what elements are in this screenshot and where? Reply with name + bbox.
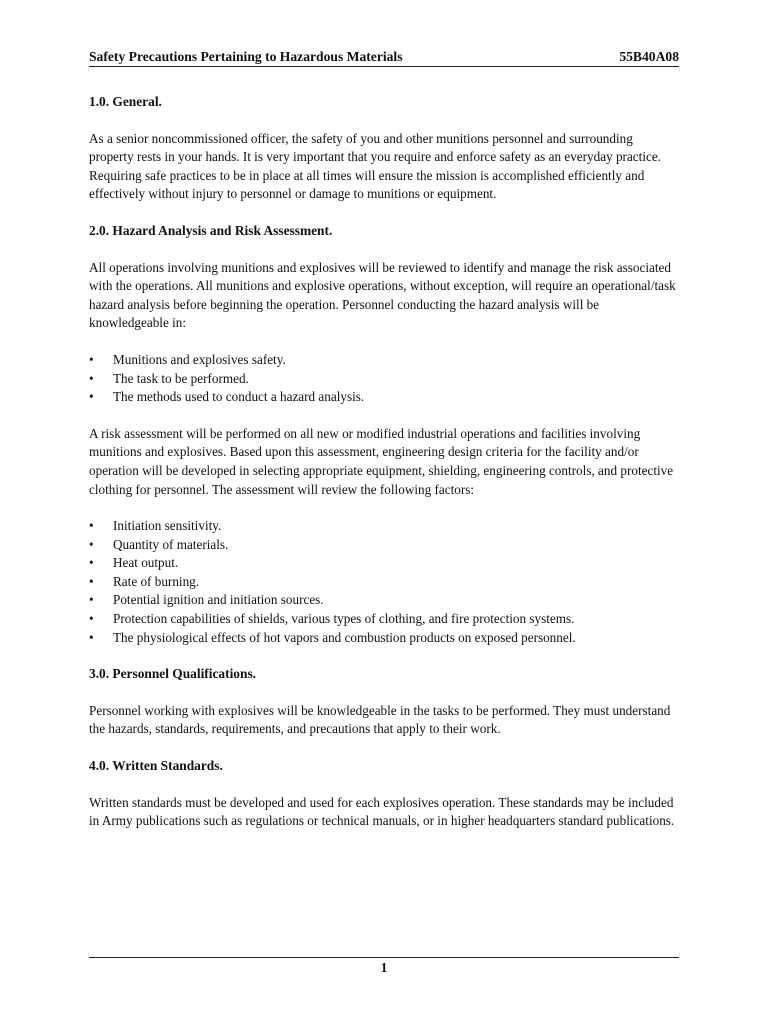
list-item (89, 573, 679, 592)
list-item (89, 388, 679, 407)
bullet-icon: • (89, 555, 94, 571)
section-heading: 1.0. General. (89, 94, 162, 109)
section-2 (89, 222, 679, 647)
page-header (89, 49, 679, 67)
bullet-list (89, 351, 679, 407)
list-item-text: Rate of burning. (113, 573, 200, 589)
paragraph: A risk assessment will be performed on all new or modified industrial operations and facilities involving munitions and explosives. Based upon this assessment, engineering design criteria for the facility and/or operation will be developed in selecting appropriate equipment, shielding, engineering controls, and protective clothing for personnel. The assessment will review the following factors: (89, 425, 674, 497)
section-1 (89, 93, 679, 204)
bullet-icon: • (89, 573, 94, 589)
section-3 (89, 665, 679, 739)
list-item-text: Protection capabilities of shields, various types of clothing, and fire protection systems. (113, 611, 575, 627)
paragraph: All operations involving munitions and explosives will be reviewed to identify and manage the risk associated with the operations. All munitions and explosive operations, without exception, will require an operational/task hazard analysis before beginning the operation. Personnel conducting the hazard analysis will be knowledgeable in: (89, 259, 676, 331)
document-code: 55B40A08 (619, 49, 679, 64)
list-item (89, 517, 679, 536)
list-item-text: Potential ignition and initiation sources. (113, 592, 324, 608)
list-item (89, 370, 679, 389)
list-item (89, 629, 679, 648)
paragraph: As a senior noncommissioned officer, the safety of you and other munitions personnel and surrounding property rests in your hands. It is very important that you require and enforce safety as an everyday practice. Requiring safe practices to be in place at all times will ensure the mission is accomplished efficiently and effectively without injury to personnel or damage to munitions or equipment. (89, 130, 661, 202)
list-item (89, 554, 679, 573)
bullet-icon: • (89, 370, 94, 386)
list-item (89, 351, 679, 370)
list-item-text: The physiological effects of hot vapors and combustion products on exposed personnel. (113, 629, 576, 645)
bullet-icon: • (89, 351, 94, 367)
bullet-icon: • (89, 389, 94, 405)
list-item-text: The task to be performed. (113, 370, 249, 386)
bullet-icon: • (89, 536, 94, 552)
bullet-icon: • (89, 518, 94, 534)
page-number: 1 (380, 960, 388, 975)
section-heading: 4.0. Written Standards. (89, 758, 223, 774)
section-4 (89, 757, 679, 831)
list-item-text: The methods used to conduct a hazard analysis. (113, 389, 365, 405)
list-item-text: Initiation sensitivity. (113, 518, 222, 534)
list-item-text: Quantity of materials. (113, 536, 229, 552)
bullet-list (89, 517, 679, 647)
document-body (89, 93, 679, 849)
bullet-icon: • (89, 592, 94, 608)
list-item-text: Heat output. (113, 555, 179, 571)
paragraph: Personnel working with explosives will be knowledgeable in the tasks to be performed. They must understand the hazards, standards, requirements, and precautions that apply to their work. (89, 702, 671, 737)
section-heading: 3.0. Personnel Qualifications. (89, 666, 257, 682)
paragraph: Written standards must be developed and used for each explosives operation. These standards may be included in Army publications such as regulations or technical manuals, or in higher headquarters standard publications. (89, 794, 675, 829)
bullet-icon: • (89, 629, 94, 645)
bullet-icon: • (89, 611, 94, 627)
section-heading: 2.0. Hazard Analysis and Risk Assessment. (89, 222, 333, 238)
document-title: Safety Precautions Pertaining to Hazardous Materials (89, 49, 403, 64)
footer-rule (89, 957, 679, 958)
list-item (89, 610, 679, 629)
list-item-text: Munitions and explosives safety. (113, 351, 286, 367)
list-item (89, 591, 679, 610)
list-item (89, 536, 679, 555)
